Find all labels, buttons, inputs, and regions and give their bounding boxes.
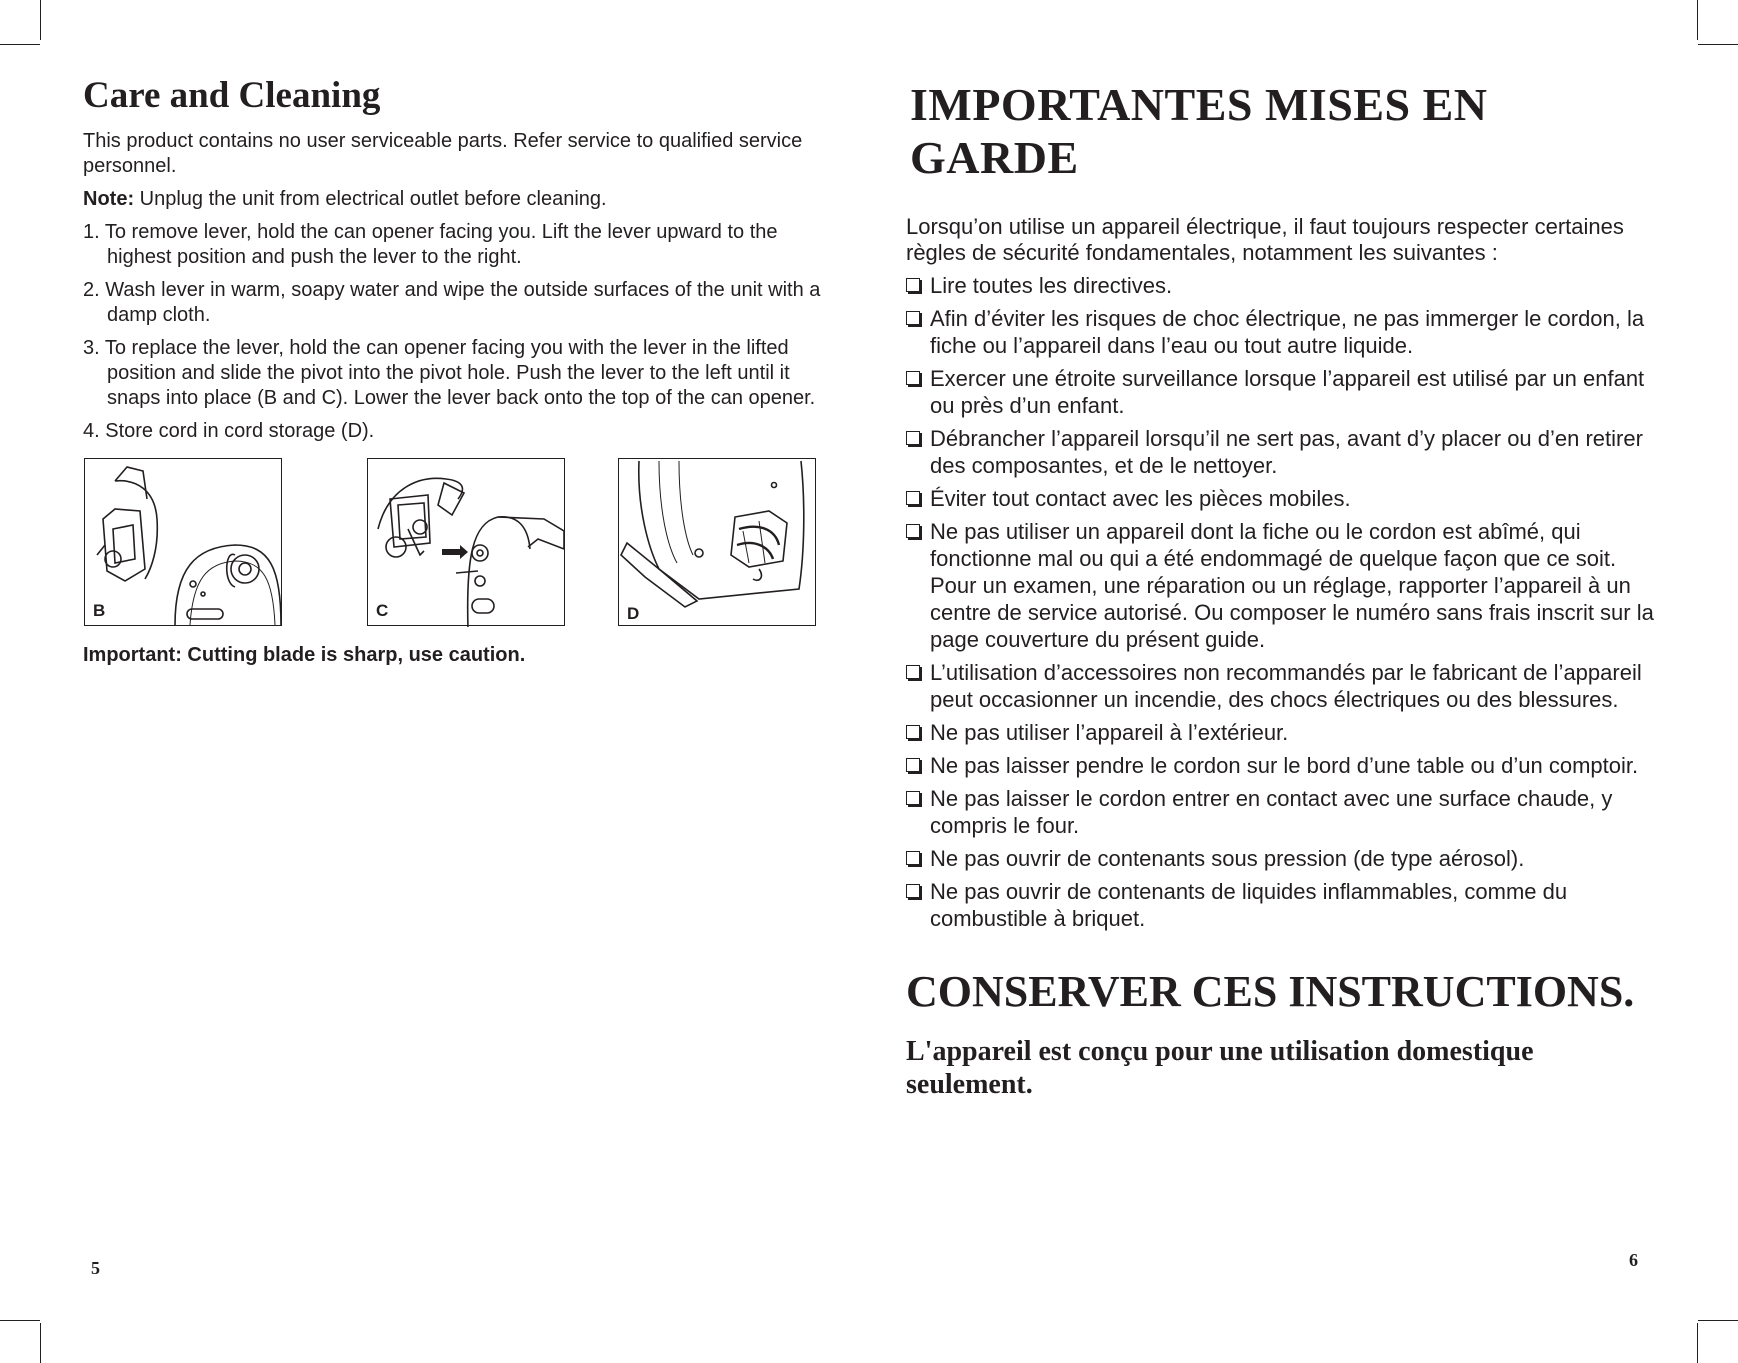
lever-replacement-illustration (368, 459, 566, 627)
safeguard-text: Ne pas laisser le cordon entrer en contact avec une surface chaude, y compris le four. (930, 786, 1613, 838)
safeguard-item (906, 485, 1666, 512)
important-warning: Important: Cutting blade is sharp, use caution. (83, 644, 526, 666)
safeguard-item (906, 365, 1666, 419)
figure-d (618, 458, 816, 626)
safeguards-list (906, 272, 1666, 932)
figure-b (84, 458, 282, 626)
safeguard-text: Ne pas ouvrir de contenants sous pression (de type aérosol). (930, 846, 1525, 871)
safeguard-text: Exercer une étroite surveillance lorsque l’appareil est utilisé par un enfant ou près d’un enfant. (930, 366, 1645, 418)
safeguard-text: Ne pas utiliser un appareil dont la fiche ou le cordon est abîmé, qui fonctionne mal ou qui a été endommagé de quelque façon que ce soit. Pour un examen, une réparation ou un réglage, rapporter l’appareil à un centre de service autorisé. Ou composer le numéro sans frais inscrit sur la page couverture du présent guide. (930, 519, 1654, 652)
safeguard-text: Afin d’éviter les risques de choc électrique, ne pas immerger le cordon, la fiche ou l’appareil dans l’eau ou tout autre liquide. (930, 306, 1645, 358)
crop-mark (1697, 0, 1698, 40)
page-number-left: 5 (91, 1258, 100, 1278)
checkbox-bullet-icon (906, 884, 920, 898)
step-item: 1. To remove lever, hold the can opener facing you. Lift the lever upward to the highest position and push the lever to the right. (83, 221, 778, 268)
crop-mark (1698, 44, 1738, 45)
checkbox-bullet-icon (906, 665, 920, 679)
safeguard-text: Lire toutes les directives. (930, 273, 1173, 298)
intro-paragraph: This product contains no user serviceable parts. Refer service to qualified service personnel. (83, 130, 803, 177)
figure-label: D (627, 604, 640, 623)
checkbox-bullet-icon (906, 758, 920, 772)
checkbox-bullet-icon (906, 278, 920, 292)
checkbox-bullet-icon (906, 791, 920, 805)
safeguard-item (906, 752, 1666, 779)
checkbox-bullet-icon (906, 851, 920, 865)
safeguard-text: Débrancher l’appareil lorsqu’il ne sert pas, avant d’y placer ou d’en retirer des composantes, et de le nettoyer. (930, 426, 1643, 478)
safeguard-item (906, 659, 1666, 713)
crop-mark (0, 1320, 40, 1321)
safeguard-item (906, 845, 1666, 872)
note-text: Unplug the unit from electrical outlet before cleaning. (134, 188, 607, 210)
crop-mark (1697, 1323, 1698, 1363)
safeguard-item (906, 878, 1666, 932)
step-item: 4. Store cord in cord storage (D). (83, 420, 375, 442)
figure-c (367, 458, 565, 626)
safeguard-text: Ne pas laisser pendre le cordon sur le bord d’une table ou d’un comptoir. (930, 753, 1639, 778)
checkbox-bullet-icon (906, 311, 920, 325)
conserve-heading: CONSERVER CES INSTRUCTIONS. (906, 967, 1635, 1016)
figures-row (83, 458, 823, 630)
section-title: Care and Cleaning (83, 75, 381, 116)
safeguards-intro: Lorsqu’on utilise un appareil électrique, il faut toujours respecter certaines règles de sécurité fondamentales, notamment les suivantes : (906, 214, 1624, 265)
safeguard-item (906, 518, 1666, 653)
step-item: 2. Wash lever in warm, soapy water and wipe the outside surfaces of the unit with a damp cloth. (83, 279, 821, 326)
safeguard-text: Ne pas ouvrir de contenants de liquides inflammables, comme du combustible à briquet. (930, 879, 1568, 931)
household-use-notice: L'appareil est conçu pour une utilisation domestique seulement. (906, 1036, 1534, 1100)
crop-mark (40, 1323, 41, 1363)
steps-list (83, 220, 823, 444)
note-label: Note: (83, 188, 135, 210)
page-number-right: 6 (1629, 1250, 1638, 1270)
checkbox-bullet-icon (906, 431, 920, 445)
care-and-cleaning-section (83, 74, 823, 687)
figure-label: C (376, 601, 389, 620)
safeguard-text: Ne pas utiliser l’appareil à l’extérieur. (930, 720, 1289, 745)
safeguard-text: Éviter tout contact avec les pièces mobiles. (930, 486, 1351, 511)
crop-mark (40, 0, 41, 40)
safeguards-title: IMPORTANTES MISES EN GARDE (910, 79, 1488, 183)
safeguard-item (906, 719, 1666, 746)
safeguard-item (906, 785, 1666, 839)
checkbox-bullet-icon (906, 725, 920, 739)
safeguard-item (906, 305, 1666, 359)
step-item: 3. To replace the lever, hold the can opener facing you with the lever in the lifted position and slide the pivot into the pivot hole. Push the lever to the left until it snaps into place (B and C). Lower the lever back onto the top of the can opener. (83, 337, 816, 409)
checkbox-bullet-icon (906, 491, 920, 505)
safeguard-item (906, 272, 1666, 299)
safeguard-item (906, 425, 1666, 479)
figure-label: B (93, 601, 106, 620)
cord-storage-illustration (619, 459, 817, 627)
lever-removal-illustration (85, 459, 283, 627)
note-paragraph (83, 187, 823, 212)
safeguard-text: L’utilisation d’accessoires non recommandés par le fabricant de l’appareil peut occasionner un incendie, des chocs électriques ou des blessures. (930, 660, 1642, 712)
checkbox-bullet-icon (906, 524, 920, 538)
safeguards-section (906, 78, 1666, 1101)
crop-mark (1698, 1320, 1738, 1321)
crop-mark (0, 44, 40, 45)
checkbox-bullet-icon (906, 371, 920, 385)
